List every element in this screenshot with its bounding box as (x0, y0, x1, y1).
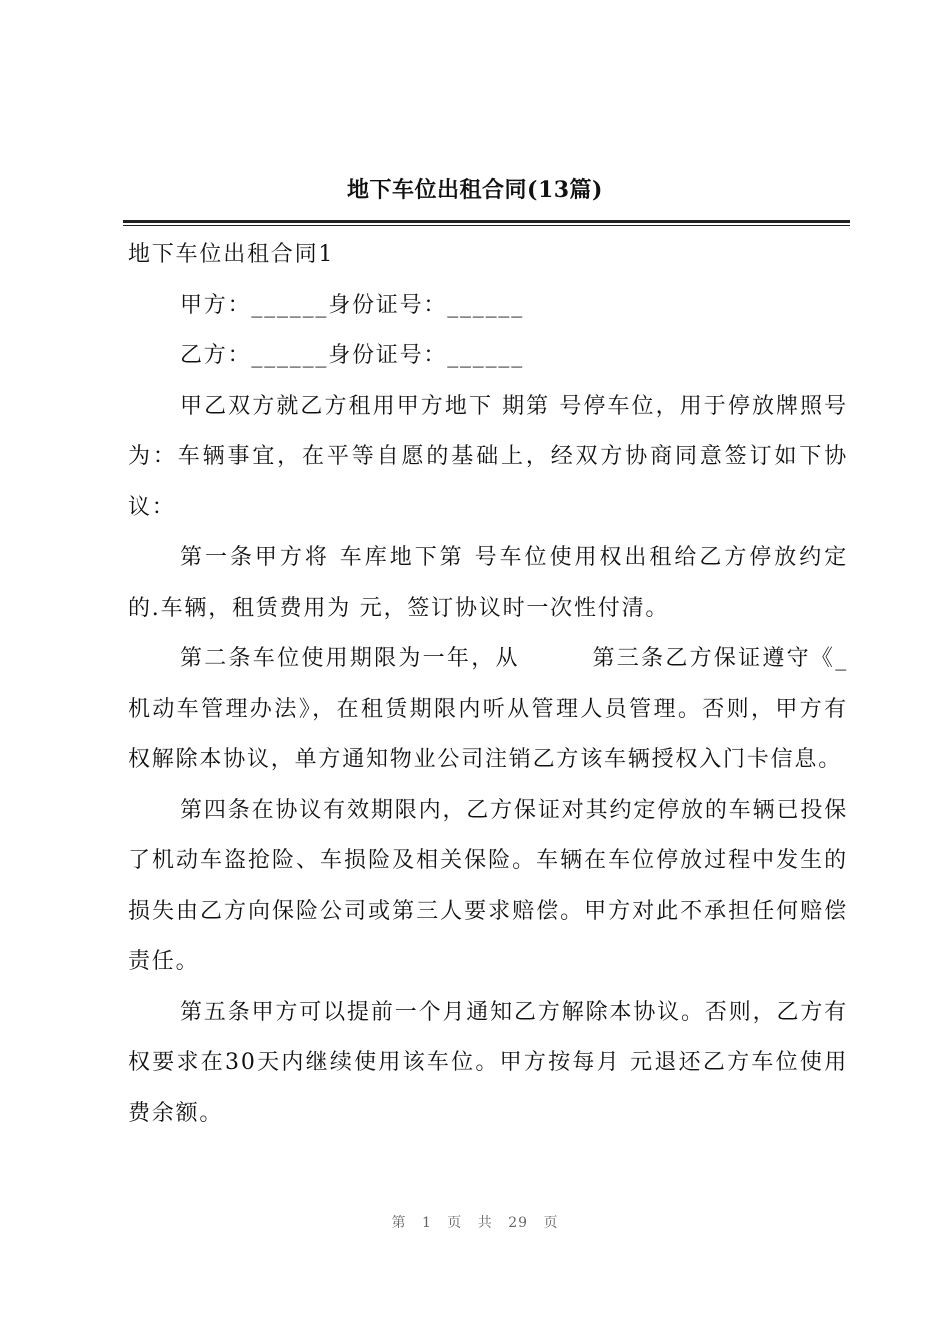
article-4-paragraph: 第四条在协议有效期限内，乙方保证对其约定停放的车辆已投保了机动车盗抢险、车损险及相关保险。车辆在车位停放过程中发生的损失由乙方向保险公司或第三人要求赔偿。甲方对此不承担任何赔偿责任。 (128, 797, 848, 974)
title-rule-thin (123, 225, 850, 226)
document-body (128, 230, 848, 1139)
preamble-paragraph: 甲乙双方就乙方租用甲方地下 期第 号停车位，用于停放牌照号为：车辆事宜，在平等自愿的基础上，经双方协商同意签订如下协议： (128, 393, 848, 520)
title-rule-thick (123, 220, 850, 223)
page-number-footer: 第 1 页 共 29 页 (391, 1215, 559, 1231)
article-1-paragraph: 第一条甲方将 车库地下第 号车位使用权出租给乙方停放约定的.车辆，租赁费用为 元，签订协议时一次性付清。 (128, 545, 848, 621)
article-2-3-paragraph: 第二条车位使用期限为一年，从 第三条乙方保证遵守《_机动车管理办法》，在租赁期限内听从管理人员管理。否则，甲方有权解除本协议，单方通知物业公司注销乙方该车辆授权入门卡信息。 (128, 646, 848, 772)
party-a-line: 甲方：______身份证号：______ (180, 292, 525, 318)
article-5-paragraph: 第五条甲方可以提前一个月通知乙方解除本协议。否则，乙方有权要求在30天内继续使用该车位。甲方按每月 元退还乙方车位使用费余额。 (128, 999, 848, 1126)
party-b-line: 乙方：______身份证号：______ (180, 343, 525, 368)
document-title: 地下车位出租合同(13篇) (347, 177, 603, 203)
section-heading: 地下车位出租合同1 (128, 242, 335, 267)
